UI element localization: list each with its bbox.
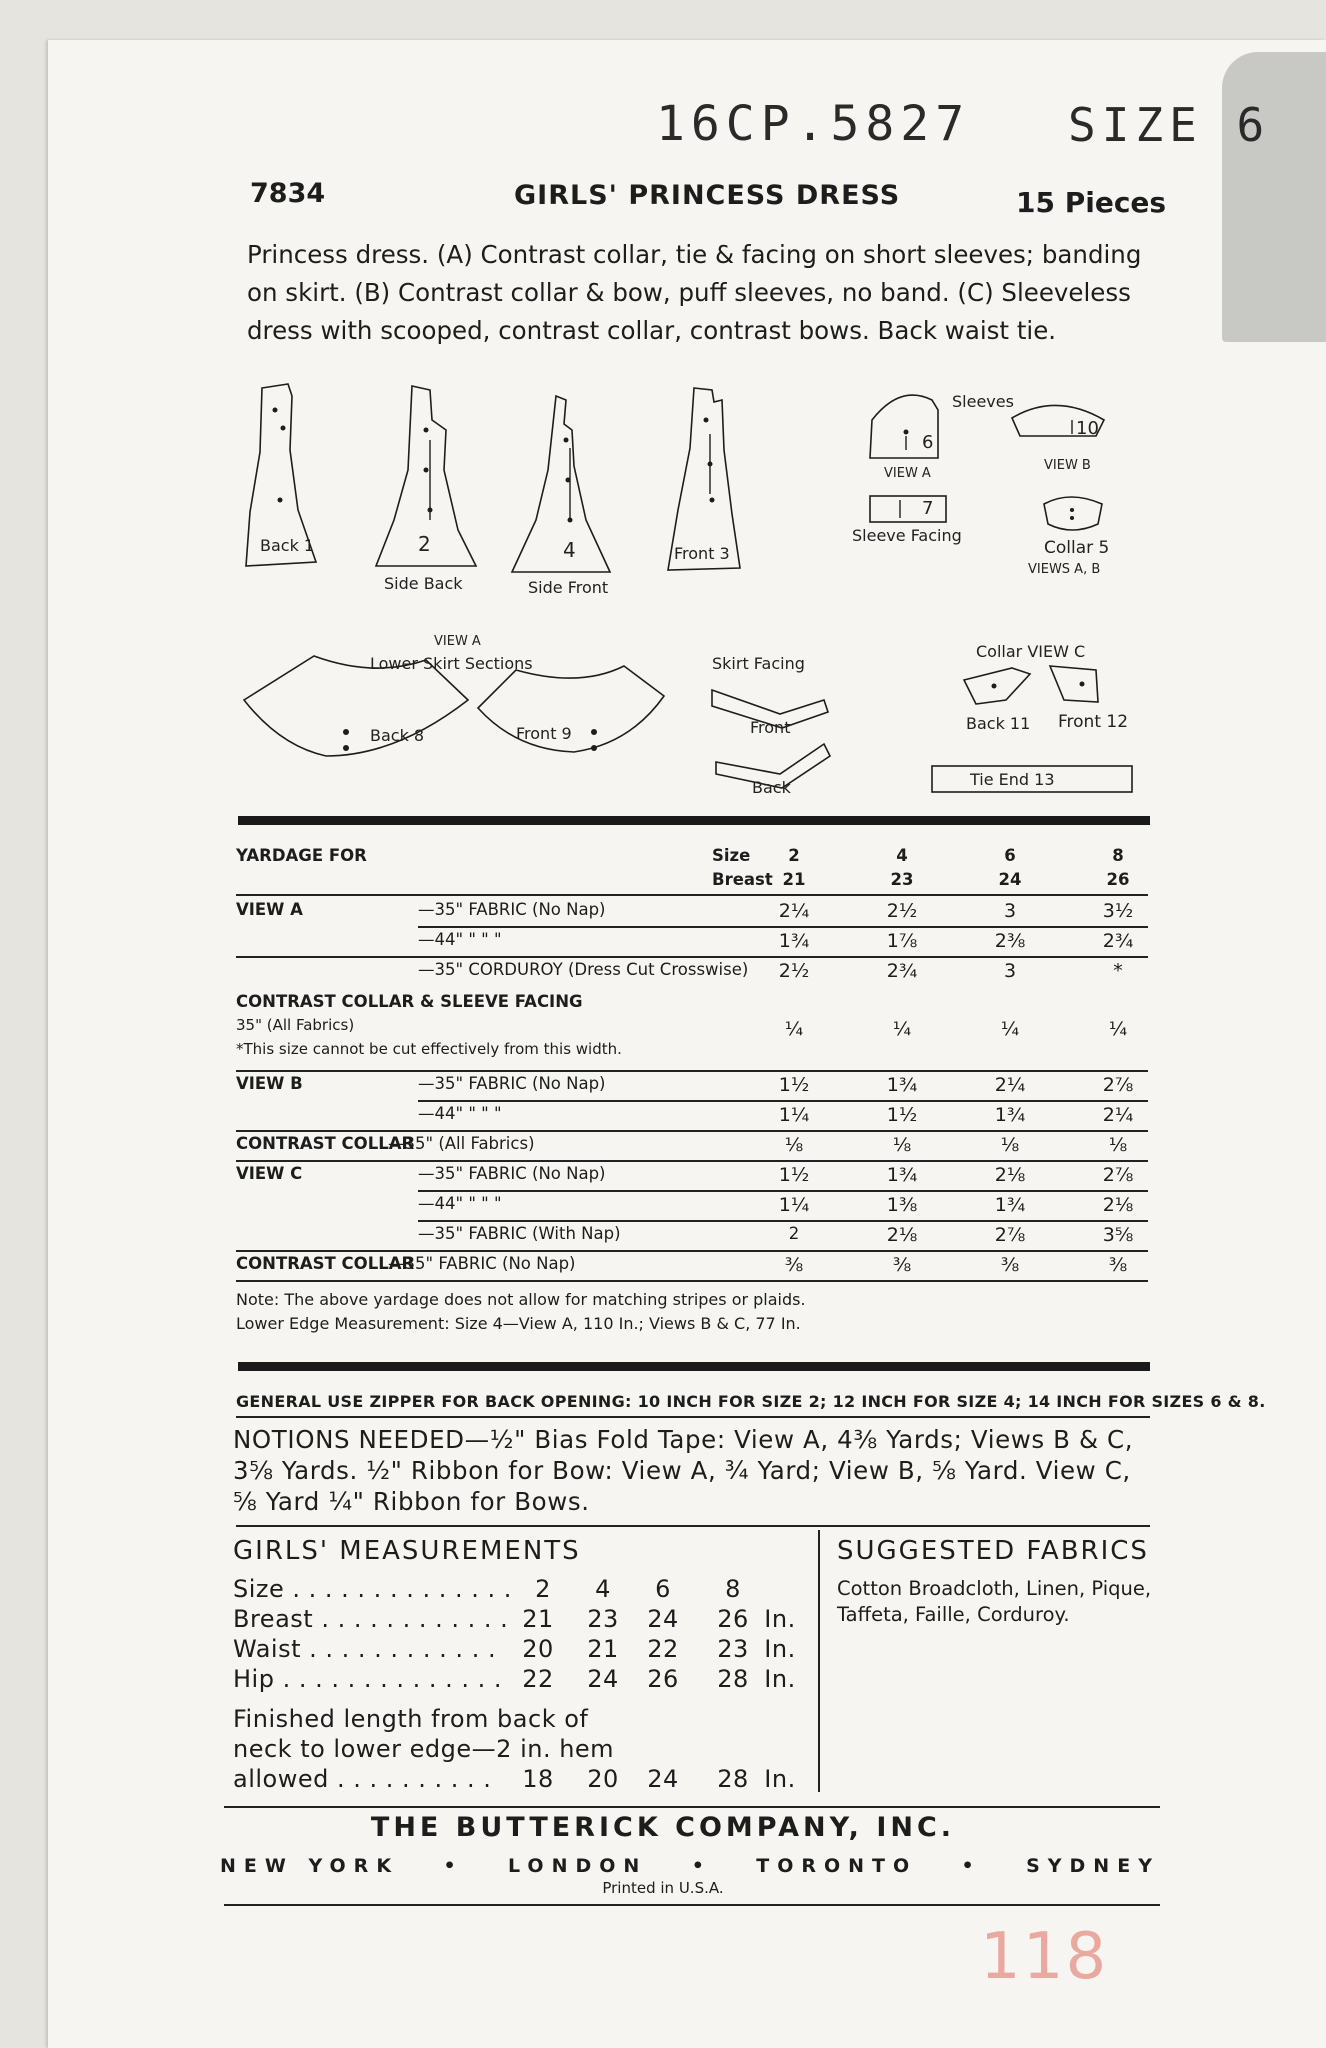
meas-val: 26 xyxy=(717,1605,749,1633)
row-desc: —35" CORDUROY (Dress Cut Crosswise) xyxy=(418,960,749,979)
row-val: ¼ xyxy=(1000,1018,1020,1040)
yardage-title: YARDAGE FOR xyxy=(236,846,367,865)
size-col-2: 4 xyxy=(896,846,908,865)
suggested-line-1: Cotton Broadcloth, Linen, Pique, xyxy=(837,1577,1152,1600)
pattern-description: Princess dress. (A) Contrast collar, tie & facing on short sleeves; banding on skirt. (B) Contrast collar & bow, puff sleeves, no band. (C) Sleeveless dress with scooped, contrast collar, contrast bows. Back waist tie. xyxy=(247,240,1142,345)
meas-val: 4 xyxy=(595,1575,611,1603)
label-skirt-facing-front: Front xyxy=(750,718,791,737)
piece-collar-c-front-12 xyxy=(1050,666,1098,702)
city-london: LONDON xyxy=(507,1855,648,1877)
city-toronto: TORONTO xyxy=(756,1855,918,1877)
measurement-row xyxy=(233,1635,796,1663)
row-val: 1¾ xyxy=(994,1104,1026,1126)
company-cities xyxy=(220,1855,1160,1877)
row-desc: —35" FABRIC (No Nap) xyxy=(418,1074,606,1093)
label-back-1: Back 1 xyxy=(260,536,315,555)
meas-label: Waist . . . . . . . . . . . . xyxy=(233,1635,497,1663)
label-front-9: Front 9 xyxy=(516,724,572,743)
notions-underline xyxy=(236,1525,1150,1527)
label-front-12: Front 12 xyxy=(1058,712,1129,732)
meas-val: 24 xyxy=(587,1665,619,1693)
row-val: 3⅝ xyxy=(1102,1224,1134,1246)
row-val: ⅛ xyxy=(1000,1134,1020,1156)
company-name: THE BUTTERICK COMPANY, INC. xyxy=(370,1812,956,1843)
row-val: ¼ xyxy=(892,1018,912,1040)
row-label: VIEW C xyxy=(236,1164,303,1183)
row-val: 1¾ xyxy=(886,1074,918,1096)
meas-label: Breast . . . . . . . . . . . . xyxy=(233,1605,509,1633)
stock-stamp-size: SIZE 6 xyxy=(1068,98,1271,152)
label-view-a: VIEW A xyxy=(884,466,931,481)
row-val: ⅛ xyxy=(784,1134,804,1156)
meas-val: 21 xyxy=(587,1635,619,1663)
measurements-divider xyxy=(818,1530,820,1792)
label-collar-view-c: Collar VIEW C xyxy=(976,642,1086,661)
row-val: 1½ xyxy=(778,1164,810,1186)
piece-sleeve-facing-7 xyxy=(870,496,946,522)
pattern-number: 7834 xyxy=(250,178,326,209)
piece-collar-5 xyxy=(1044,497,1102,530)
meas-unit: In. xyxy=(764,1635,796,1663)
label-skirt-view-a: VIEW A xyxy=(434,634,481,649)
label-collar-5: Collar 5 xyxy=(1044,538,1110,558)
row-desc: —35" FABRIC (With Nap) xyxy=(418,1224,621,1243)
meas-val: 18 xyxy=(522,1765,554,1793)
row-desc: —44" " " " xyxy=(418,930,502,949)
breast-col-2: 23 xyxy=(890,870,914,889)
row-val: ¼ xyxy=(784,1018,804,1040)
row-val: 2¼ xyxy=(1102,1104,1134,1126)
yardage-row xyxy=(236,960,1148,990)
size-header-label: Size xyxy=(712,846,751,865)
yardage-notes xyxy=(236,1288,806,1336)
label-tie-end-13: Tie End 13 xyxy=(970,770,1055,789)
label-sleeve-facing: Sleeve Facing xyxy=(852,526,962,545)
row-val: 1⅜ xyxy=(886,1194,918,1216)
row-val: 2 xyxy=(788,1224,800,1243)
label-front-3: Front 3 xyxy=(674,544,730,563)
meas-label: Hip . . . . . . . . . . . . . . xyxy=(233,1665,503,1693)
row-val: ⅜ xyxy=(1000,1254,1020,1276)
row-val: * xyxy=(1113,960,1123,982)
finished-length-line1: Finished length from back of xyxy=(233,1705,589,1733)
piece-side-front-4 xyxy=(512,396,610,572)
meas-unit: In. xyxy=(764,1765,796,1793)
piece-front-3 xyxy=(668,388,740,570)
suggested-line-2: Taffeta, Faille, Corduroy. xyxy=(837,1603,1070,1626)
city-new-york: NEW YORK xyxy=(220,1855,400,1877)
label-sleeve-a-num: 6 xyxy=(922,432,934,453)
breast-col-3: 24 xyxy=(998,870,1022,889)
label-sleeve-facing-num: 7 xyxy=(922,498,934,519)
label-skirt-facing-back: Back xyxy=(752,778,791,797)
label-side-front: Side Front xyxy=(528,578,609,597)
meas-val: 23 xyxy=(587,1605,619,1633)
row-val: 1¾ xyxy=(778,930,810,952)
label-back-11: Back 11 xyxy=(966,714,1031,733)
row-val: 2¼ xyxy=(778,900,810,922)
breast-col-1: 21 xyxy=(782,870,806,889)
city-separator: • xyxy=(961,1855,982,1877)
meas-val: 2 xyxy=(535,1575,551,1603)
row-val: ⅛ xyxy=(1108,1134,1128,1156)
meas-label: allowed . . . . . . . . . . xyxy=(233,1765,492,1793)
printed-in: Printed in U.S.A. xyxy=(602,1879,724,1897)
row-val: 2⅛ xyxy=(1102,1194,1134,1216)
row-val: 2⅜ xyxy=(994,930,1026,952)
row-label: VIEW A xyxy=(236,900,303,919)
piece-count: 15 Pieces xyxy=(1016,186,1167,219)
row-label: CONTRAST COLLAR xyxy=(236,1254,415,1273)
label-skirt-facing: Skirt Facing xyxy=(712,654,805,673)
row-desc: —35" (All Fabrics) xyxy=(388,1134,535,1153)
row-val: 1½ xyxy=(886,1104,918,1126)
meas-val: 23 xyxy=(717,1635,749,1663)
suggested-fabrics-list xyxy=(837,1576,1151,1628)
size-col-1: 2 xyxy=(788,846,800,865)
divider-bar-middle xyxy=(238,1362,1150,1371)
label-lower-skirt: Lower Skirt Sections xyxy=(370,654,533,673)
pencil-mark: 118 xyxy=(980,1920,1109,1994)
contrast-block-footnote: *This size cannot be cut effectively from this width. xyxy=(236,1040,622,1058)
meas-val: 22 xyxy=(647,1635,679,1663)
label-sleeves: Sleeves xyxy=(952,392,1014,411)
footer-bottom-rule xyxy=(224,1904,1160,1906)
label-views-ab: VIEWS A, B xyxy=(1028,562,1101,577)
label-side-back: Side Back xyxy=(384,574,463,593)
meas-val: 20 xyxy=(522,1635,554,1663)
label-side-back-num: 2 xyxy=(418,532,431,556)
row-val: ⅛ xyxy=(892,1134,912,1156)
meas-unit: In. xyxy=(764,1605,796,1633)
notions-needed: NOTIONS NEEDED—½" Bias Fold Tape: View A, 4⅜ Yards; Views B & C, 3⅝ Yards. ½" Ribbon for Bow: View A, ¾ Yard; View B, ⅝ Yard. View C, ⅝ Yard ¼" Ribbon for Bows. xyxy=(233,1425,1134,1516)
row-desc: —44" " " " xyxy=(418,1194,502,1213)
row-val: 2¼ xyxy=(994,1074,1026,1096)
contrast-sleeve-facing-block xyxy=(236,992,1148,1072)
row-val: 1½ xyxy=(778,1074,810,1096)
finished-length-row xyxy=(233,1765,796,1793)
row-val: 1⅞ xyxy=(886,930,918,952)
label-back-8: Back 8 xyxy=(370,726,425,745)
row-val: 1¾ xyxy=(994,1194,1026,1216)
measurement-row xyxy=(233,1605,796,1633)
label-view-b: VIEW B xyxy=(1044,458,1091,473)
row-label: CONTRAST COLLAR xyxy=(236,1134,415,1153)
row-val: 2⅞ xyxy=(1102,1164,1134,1186)
meas-label: Size . . . . . . . . . . . . . . xyxy=(233,1575,512,1603)
row-val: ⅜ xyxy=(784,1254,804,1276)
footer-top-rule xyxy=(224,1806,1160,1808)
pattern-pieces-diagram xyxy=(0,0,1326,820)
note-stripes: Note: The above yardage does not allow for matching stripes or plaids. xyxy=(236,1290,806,1309)
measurements-title: GIRLS' MEASUREMENTS xyxy=(233,1536,581,1566)
size-col-3: 6 xyxy=(1004,846,1016,865)
meas-val: 28 xyxy=(717,1765,749,1793)
piece-collar-c-back-11 xyxy=(964,668,1030,704)
row-label: VIEW B xyxy=(236,1074,303,1093)
label-sleeve-b-num: 10 xyxy=(1076,418,1099,439)
row-val: 3 xyxy=(1003,900,1017,922)
breast-col-4: 26 xyxy=(1106,870,1130,889)
meas-unit: In. xyxy=(764,1665,796,1693)
row-val: 2½ xyxy=(778,960,810,982)
row-desc: —35" FABRIC (No Nap) xyxy=(418,900,606,919)
row-val: 2⅛ xyxy=(994,1164,1026,1186)
meas-val: 8 xyxy=(725,1575,741,1603)
measurement-row xyxy=(233,1575,741,1603)
meas-val: 28 xyxy=(717,1665,749,1693)
row-val: 2⅛ xyxy=(886,1224,918,1246)
row-val: 2¾ xyxy=(886,960,918,982)
contrast-block-sub: 35" (All Fabrics) xyxy=(236,1016,355,1034)
meas-val: 22 xyxy=(522,1665,554,1693)
row-val: 1¼ xyxy=(778,1194,810,1216)
row-val: 1¼ xyxy=(778,1104,810,1126)
row-val: 2⅞ xyxy=(1102,1074,1134,1096)
row-val: ⅜ xyxy=(892,1254,912,1276)
meas-val: 26 xyxy=(647,1665,679,1693)
finished-length-line2: neck to lower edge—2 in. hem xyxy=(233,1735,615,1763)
row-desc: —35" FABRIC (No Nap) xyxy=(388,1254,576,1273)
city-separator: • xyxy=(691,1855,712,1877)
meas-val: 21 xyxy=(522,1605,554,1633)
row-val: 2⅞ xyxy=(994,1224,1026,1246)
row-val: 2½ xyxy=(886,900,918,922)
pattern-title: GIRLS' PRINCESS DRESS xyxy=(514,180,901,211)
row-val: ⅜ xyxy=(1108,1254,1128,1276)
meas-val: 20 xyxy=(587,1765,619,1793)
zipper-note: GENERAL USE ZIPPER FOR BACK OPENING: 10 INCH FOR SIZE 2; 12 INCH FOR SIZE 4; 14 INCH FOR SIZES 6 & 8. xyxy=(236,1392,1266,1411)
breast-header-label: Breast xyxy=(712,870,773,889)
row-val: 3½ xyxy=(1102,900,1134,922)
meas-val: 24 xyxy=(647,1765,679,1793)
row-desc: —44" " " " xyxy=(418,1104,502,1123)
row-val: 2¾ xyxy=(1102,930,1134,952)
stock-stamp-number: 16CP.5827 xyxy=(656,96,971,152)
zipper-underline xyxy=(236,1416,1150,1418)
row-desc: —35" FABRIC (No Nap) xyxy=(418,1164,606,1183)
meas-val: 24 xyxy=(647,1605,679,1633)
label-side-front-num: 4 xyxy=(563,538,576,562)
size-col-4: 8 xyxy=(1112,846,1124,865)
city-separator: • xyxy=(443,1855,464,1877)
contrast-block-title: CONTRAST COLLAR & SLEEVE FACING xyxy=(236,992,583,1011)
note-lower-edge: Lower Edge Measurement: Size 4—View A, 110 In.; Views B & C, 77 In. xyxy=(236,1314,801,1333)
divider-bar-top xyxy=(238,816,1150,825)
meas-val: 6 xyxy=(655,1575,671,1603)
suggested-fabrics-title: SUGGESTED FABRICS xyxy=(837,1536,1149,1566)
row-val: ¼ xyxy=(1108,1018,1128,1040)
measurement-row xyxy=(233,1665,796,1693)
row-val: 3 xyxy=(1003,960,1017,982)
city-sydney: SYDNEY xyxy=(1026,1855,1160,1877)
row-val: 1¾ xyxy=(886,1164,918,1186)
